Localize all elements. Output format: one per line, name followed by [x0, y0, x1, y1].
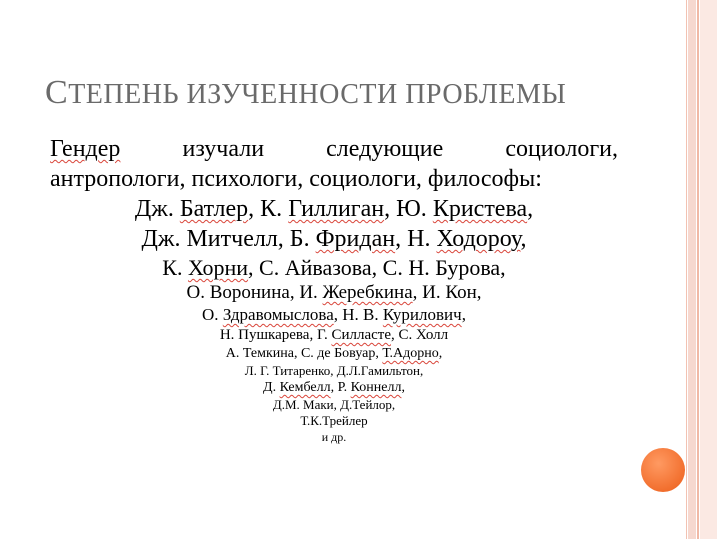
- name-text: О. Воронина, И.: [186, 282, 323, 303]
- names-list: [50, 194, 618, 446]
- spellcheck-name: Жеребкина: [322, 282, 413, 303]
- name-text: и др.: [321, 430, 347, 444]
- name-text: Дж.: [134, 196, 180, 222]
- intro-word: изучали: [182, 136, 265, 162]
- names-line: [50, 413, 618, 429]
- name-text: , Н. В.: [333, 305, 383, 324]
- spellcheck-name: Кристева: [432, 196, 528, 222]
- name-text: , Н.: [395, 226, 437, 252]
- spellcheck-name: Курилович: [382, 305, 462, 324]
- name-text: О.: [202, 305, 223, 324]
- spellcheck-name: Ходороу: [436, 226, 521, 252]
- name-text: , С. Айвазова, С. Н. Бурова,: [248, 255, 506, 280]
- names-line: [50, 397, 618, 413]
- slide-body: [50, 134, 618, 446]
- name-text: Т.К.Трейлер: [300, 413, 368, 428]
- slide-title: [45, 74, 566, 112]
- spellcheck-name: Батлер: [179, 196, 249, 222]
- border-band-inner: [700, 0, 717, 539]
- title-rest: ТЕПЕНЬ ИЗУЧЕННОСТИ ПРОБЛЕМЫ: [68, 79, 567, 110]
- intro-line-1: [50, 134, 618, 164]
- name-text: , С. Холл: [390, 327, 449, 343]
- intro-word: Гендер: [50, 136, 121, 162]
- name-text: Н. Пушкарева, Г.: [219, 327, 332, 343]
- intro-word: следующие: [326, 136, 444, 162]
- spellcheck-name: Здравомыслова: [222, 305, 334, 324]
- title-first-letter: С: [45, 74, 69, 111]
- names-line: [50, 281, 618, 304]
- names-line: [50, 363, 618, 379]
- name-text: ,: [527, 196, 534, 222]
- spellcheck-name: Т.Адорно: [382, 346, 439, 361]
- name-text: , Р.: [330, 380, 351, 395]
- name-text: Д.: [263, 380, 280, 395]
- name-text: К.: [162, 255, 188, 280]
- names-line: [50, 224, 618, 254]
- intro-line-2: антропологи, психологи, социологи, философы:: [50, 166, 542, 192]
- name-text: , И. Кон,: [412, 282, 482, 303]
- spellcheck-name: Гиллиган: [288, 196, 385, 222]
- name-text: ,: [520, 226, 527, 252]
- border-band: [688, 0, 696, 539]
- intro-word: социологи,: [505, 136, 618, 162]
- name-text: А. Темкина, С. де Бовуар,: [225, 346, 383, 361]
- names-line: [50, 379, 618, 397]
- intro-paragraph: [50, 134, 618, 194]
- border-line: [686, 0, 687, 539]
- spellcheck-name: Кембелл: [279, 380, 331, 395]
- name-text: ,: [438, 346, 443, 361]
- name-text: Л. Г. Титаренко, Д.Л.Гамильтон,: [244, 363, 424, 378]
- spellcheck-name: Силласте: [331, 327, 391, 343]
- name-text: Дж. Митчелл, Б.: [141, 226, 316, 252]
- names-line: [50, 429, 618, 446]
- name-text: , К.: [248, 196, 289, 222]
- name-text: ,: [401, 380, 405, 395]
- names-line: [50, 304, 618, 326]
- spellcheck-name: Хорни: [187, 255, 249, 280]
- name-text: ,: [461, 305, 466, 324]
- names-line: [50, 254, 618, 281]
- border-line: [697, 0, 699, 539]
- names-line: [50, 345, 618, 363]
- names-line: [50, 194, 618, 224]
- name-text: , Ю.: [384, 196, 433, 222]
- name-text: Д.М. Маки, Д.Тейлор,: [272, 397, 396, 412]
- names-line: [50, 326, 618, 345]
- spellcheck-name: Коннелл: [350, 380, 402, 395]
- spellcheck-name: Фридан: [315, 226, 396, 252]
- decorative-circle-icon: [641, 448, 685, 492]
